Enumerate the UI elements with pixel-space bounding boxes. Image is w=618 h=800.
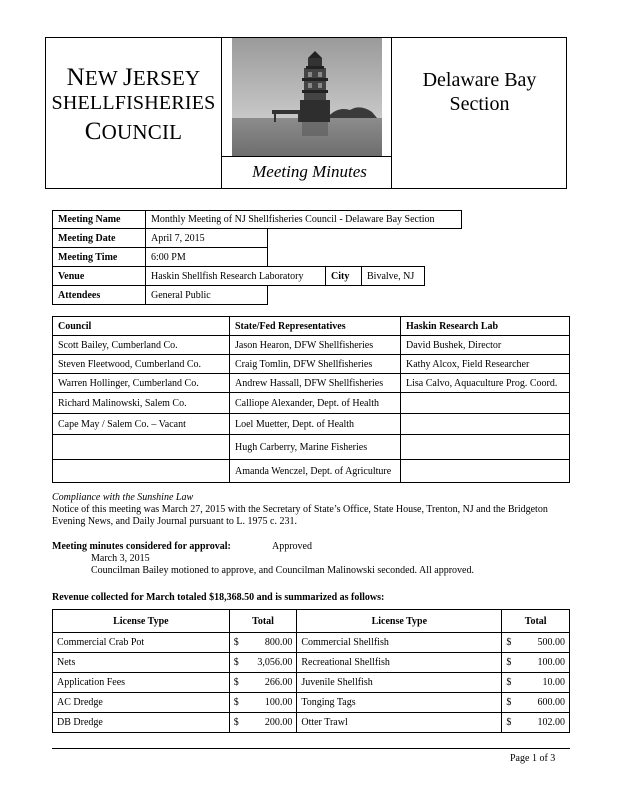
table-row: [53, 693, 570, 713]
council-member: [53, 435, 230, 460]
venue-value: Haskin Shellfish Research Laboratory: [146, 267, 326, 286]
table-row: [53, 460, 570, 483]
council-member: Cape May / Salem Co. – Vacant: [53, 414, 230, 435]
footer-divider: [52, 748, 570, 749]
org-name-line3: COUNCIL: [84, 118, 183, 145]
lighthouse-photo: [232, 38, 382, 156]
license-type: Commercial Shellfish: [297, 633, 502, 653]
currency-symbol: $: [229, 693, 242, 713]
header-divider-horizontal: [221, 156, 391, 157]
license-total: 100.00: [514, 653, 569, 673]
lab-member: [401, 393, 570, 414]
lab-member: Lisa Calvo, Aquaculture Prog. Coord.: [401, 374, 570, 393]
currency-symbol: $: [229, 633, 242, 653]
meeting-date-row: [53, 229, 268, 248]
table-row: [53, 435, 570, 460]
venue-row: [53, 267, 425, 286]
meeting-name-value: Monthly Meeting of NJ Shellfisheries Council - Delaware Bay Section: [146, 211, 462, 229]
council-member: Steven Fleetwood, Cumberland Co.: [53, 355, 230, 374]
page-number: Page 1 of 3: [510, 753, 556, 764]
state-fed-rep: Craig Tomlin, DFW Shellfisheries: [230, 355, 401, 374]
total-header: Total: [229, 610, 297, 633]
license-total: 10.00: [514, 673, 569, 693]
state-fed-rep: Loel Muetter, Dept. of Health: [230, 414, 401, 435]
table-row: [53, 393, 570, 414]
license-type-header: License Type: [53, 610, 230, 633]
lab-member: Kathy Alcox, Field Researcher: [401, 355, 570, 374]
license-total: 3,056.00: [242, 653, 297, 673]
currency-symbol: $: [229, 713, 242, 733]
council-header: Council: [53, 317, 230, 336]
license-type: Otter Trawl: [297, 713, 502, 733]
license-total: 500.00: [514, 633, 569, 653]
currency-symbol: $: [229, 673, 242, 693]
attendance-section: [52, 316, 570, 483]
table-row: [53, 336, 570, 355]
currency-symbol: $: [502, 673, 515, 693]
license-type: Nets: [53, 653, 230, 673]
attendance-header-row: [53, 317, 570, 336]
state-fed-rep: Calliope Alexander, Dept. of Health: [230, 393, 401, 414]
council-member: [53, 460, 230, 483]
license-type: DB Dredge: [53, 713, 230, 733]
license-total: 200.00: [242, 713, 297, 733]
license-type-header: License Type: [297, 610, 502, 633]
meeting-time-label: Meeting Time: [53, 248, 146, 267]
section-title: Delaware Bay Section: [422, 69, 537, 115]
state-fed-rep: Jason Hearon, DFW Shellfisheries: [230, 336, 401, 355]
table-row: [53, 414, 570, 435]
meeting-time-value: 6:00 PM: [146, 248, 268, 267]
currency-symbol: $: [502, 633, 515, 653]
revenue-header-row: [53, 610, 570, 633]
sunshine-text: Notice of this meeting was March 27, 2015 with the Secretary of State’s Office, State House, Trenton, NJ and the Bridgeton Evening News, and Daily Journal pursuant to L. 1975 c. 231.: [52, 504, 548, 527]
lab-member: [401, 435, 570, 460]
license-total: 600.00: [514, 693, 569, 713]
license-type: AC Dredge: [53, 693, 230, 713]
state-fed-rep: Amanda Wenczel, Dept. of Agriculture: [230, 460, 401, 483]
table-row: [53, 653, 570, 673]
table-row: [53, 355, 570, 374]
org-name-line2: SHELLFISHERIES: [51, 92, 216, 114]
revenue-section: [52, 609, 570, 733]
sunshine-notice: [52, 492, 572, 528]
attendees-label: Attendees: [53, 286, 146, 305]
license-total: 800.00: [242, 633, 297, 653]
lab-member: David Bushek, Director: [401, 336, 570, 355]
lab-member: [401, 460, 570, 483]
total-header: Total: [502, 610, 570, 633]
table-row: [53, 713, 570, 733]
venue-label: Venue: [53, 267, 146, 286]
lab-header: Haskin Research Lab: [401, 317, 570, 336]
reps-header: State/Fed Representatives: [230, 317, 401, 336]
attendees-value: General Public: [146, 286, 268, 305]
currency-symbol: $: [502, 693, 515, 713]
table-row: [53, 673, 570, 693]
state-fed-rep: Andrew Hassall, DFW Shellfisheries: [230, 374, 401, 393]
sunshine-title: Compliance with the Sunshine Law: [52, 492, 194, 503]
license-total: 102.00: [514, 713, 569, 733]
meeting-info-table: [52, 210, 462, 229]
license-total: 266.00: [242, 673, 297, 693]
license-type: Tonging Tags: [297, 693, 502, 713]
council-member: Scott Bailey, Cumberland Co.: [53, 336, 230, 355]
approval-motion: Councilman Bailey motioned to approve, and Councilman Malinowski seconded. All approved.: [91, 565, 474, 576]
council-member: Warren Hollinger, Cumberland Co.: [53, 374, 230, 393]
table-row: [53, 374, 570, 393]
meeting-date-value: April 7, 2015: [146, 229, 268, 248]
meeting-time-row: [53, 248, 268, 267]
approval-label: Meeting minutes considered for approval:: [52, 541, 231, 552]
attendees-row: [53, 286, 268, 305]
table-row: [53, 633, 570, 653]
meeting-info: [52, 210, 462, 305]
lab-member: [401, 414, 570, 435]
currency-symbol: $: [502, 713, 515, 733]
license-type: Application Fees: [53, 673, 230, 693]
city-label: City: [326, 267, 362, 286]
approval-status: Approved: [272, 541, 312, 552]
venue-table: [52, 266, 425, 286]
meeting-name-label: Meeting Name: [53, 211, 146, 229]
city-value: Bivalve, NJ: [362, 267, 425, 286]
org-name-line1: NEW JERSEY: [66, 64, 201, 91]
license-type: Recreational Shellfish: [297, 653, 502, 673]
attendees-table: [52, 285, 268, 305]
meeting-name-row: [53, 211, 462, 229]
revenue-table: [52, 609, 570, 733]
currency-symbol: $: [229, 653, 242, 673]
meeting-date-table: [52, 228, 268, 267]
meeting-date-label: Meeting Date: [53, 229, 146, 248]
license-type: Commercial Crab Pot: [53, 633, 230, 653]
minutes-title: Meeting Minutes: [252, 162, 367, 181]
header-box: [45, 37, 567, 189]
council-member: Richard Malinowski, Salem Co.: [53, 393, 230, 414]
approval-date: March 3, 2015: [91, 553, 150, 564]
state-fed-rep: Hugh Carberry, Marine Fisheries: [230, 435, 401, 460]
minutes-approval: [52, 541, 572, 577]
license-total: 100.00: [242, 693, 297, 713]
revenue-heading: Revenue collected for March totaled $18,368.50 and is summarized as follows:: [52, 592, 385, 603]
currency-symbol: $: [502, 653, 515, 673]
license-type: Juvenile Shellfish: [297, 673, 502, 693]
attendance-table: [52, 316, 570, 483]
